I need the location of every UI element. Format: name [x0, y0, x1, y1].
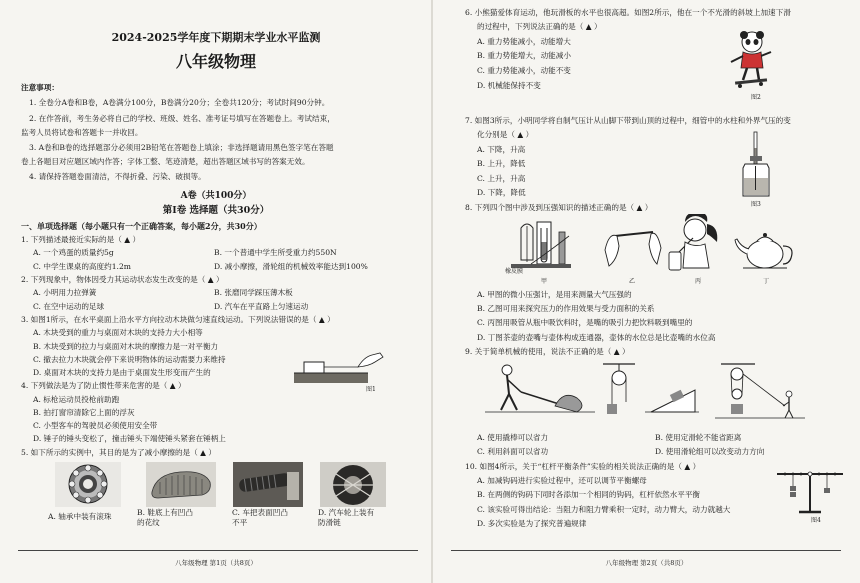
exam-title: 2024-2025学年度下期期末学业水平监测: [111, 31, 321, 44]
question-stem: 6. 小熊猫爱体育运动，他玩滑板的水平也很高超。如图2所示，他在一个不光滑的斜坡上加速下滑: [465, 8, 791, 17]
option: A. 标枪运动员投枪前助跑: [33, 395, 120, 404]
option: D. 多次实验是为了探究普遍规律: [477, 519, 587, 528]
question-stem: 4. 下列做法是为了防止惯性带来危害的是（ ▲ ）: [21, 381, 186, 390]
option: D. 汽车轮上装有 防滑链: [318, 508, 375, 527]
question-stem: 3. 如图1所示，在水平桌面上沿水平方向拉动木块做匀速直线运动。下列说法错误的是（ ▲ ）: [21, 315, 335, 324]
question-stem: 9. 关于简单机械的使用，说法不正确的是（ ▲ ）: [465, 347, 630, 356]
footer-rule: [451, 550, 841, 551]
fig-bing-drinking-straw: [667, 214, 727, 274]
option: C. 中学生课桌的高度约1.2m: [33, 262, 131, 271]
option: D. 使用滑轮组可以改变动力方向: [655, 447, 765, 456]
fig-ding-teapot: [733, 224, 797, 274]
part-one-title: 第Ⅰ卷 选择题（共30分）: [162, 205, 270, 216]
note-line: 1. 全卷分A卷和B卷，A卷满分100分，B卷满分20分；全卷共120分；考试时间90分钟。: [29, 98, 330, 107]
footer-rule: [18, 550, 418, 551]
fig4-caption: 图4: [811, 517, 821, 524]
option: D. 汽车在平直路上匀速运动: [214, 302, 309, 311]
page-footer: 八年级物理 第1页（共8页）: [175, 559, 257, 567]
option: D. 减小摩擦，滑轮组的机械效率能达到100%: [214, 262, 368, 271]
fig2-caption: 图2: [751, 94, 761, 101]
mc-heading: 一、单项选择题（每小题只有一个正确答案，每小题2分，共30分）: [21, 221, 262, 231]
fig-jia-label: 甲: [541, 278, 548, 285]
option: B. 鞋底上有凹凸 的花纹: [137, 508, 193, 527]
option: C. 在空中运动的足球: [33, 302, 105, 311]
shoe-sole-image: [146, 462, 216, 507]
fig-yi-label: 乙: [629, 278, 636, 285]
option: C. 该实验可得出结论：当阻力和阻力臂乘积一定时，动力臂大，动力就越大: [477, 505, 731, 514]
note-line: 卷上各题目对应题区域内作答；字体工整、笔迹清楚，超出答题区域书写的答案无效。: [21, 157, 310, 166]
fig-ding-label: 丁: [763, 278, 770, 285]
fig1-caption: 图1: [366, 386, 376, 393]
option: C. 丙图用吸管从瓶中吸饮料时，是嘴的吸引力把饮料吸到嘴里的: [477, 318, 693, 327]
option: A. 使用撬棒可以省力: [477, 433, 549, 442]
option: A. 小明用力拉弹簧: [33, 288, 97, 297]
option: C. 重力势能减小，动能不变: [477, 66, 571, 75]
fig3-caption: 图3: [751, 201, 761, 208]
option: A. 甲图的微小压强计，是用来测量大气压强的: [477, 290, 632, 299]
bearing-image: [55, 462, 121, 507]
question-stem: 7. 如图3所示，小明同学将自制气压计从山脚下带到山顶的过程中，细管中的水柱和外界气压的变: [465, 116, 791, 125]
note-line: 监考人员将试卷和答题卡一并收回。: [21, 128, 143, 137]
question-stem: 2. 下列现象中，物体因受力其运动状态发生改变的是（ ▲ ）: [21, 275, 224, 284]
fig-bing-label: 丙: [695, 278, 702, 285]
option: A. 加减钩码进行实验过程中，还可以调节平衡螺母: [477, 476, 647, 485]
option: A. 木块受到的重力与桌面对木块的支持力大小相等: [33, 328, 203, 337]
fig2-skateboard-panda: [725, 28, 775, 94]
fig-yi-pencil-fingers: [601, 220, 665, 274]
subject-title: 八年级物理: [175, 52, 256, 71]
page-footer: 八年级物理 第2页（共8页）: [605, 559, 688, 567]
section-a-title: A卷（共100分）: [180, 191, 252, 201]
note-line: 4. 请保持答题卷面清洁，不得折叠、污染、破损等。: [29, 172, 206, 181]
rubber-film-label: 橡皮膜: [505, 268, 524, 275]
option: C. 车把表面凹凸 不平: [232, 508, 288, 527]
option: A. 轴承中装有滚珠: [48, 512, 112, 521]
fig1-block-pull-illustration: [292, 345, 392, 395]
option: B. 张磨同学踩压薄木板: [214, 288, 293, 297]
option: B. 在两侧的钩码下同时各添加一个相同的钩码，杠杆依然水平平衡: [477, 490, 701, 499]
option: B. 上升，降低: [477, 159, 526, 168]
option: B. 乙图可用来探究压力的作用效果与受力面积的关系: [477, 304, 655, 313]
note-line: 2. 在作答前，考生务必将自己的学校、班级、姓名、准考证号填写在答题卷上。考试结束，: [29, 114, 335, 123]
fig4-lever-balance: [773, 460, 847, 520]
option: C. 撤去拉力木块就会停下来说明物体的运动需要力来维持: [33, 355, 226, 364]
option: C. 上升，升高: [477, 174, 526, 183]
option: C. 利用斜面可以省功: [477, 447, 549, 456]
bike-handle-image: [233, 462, 303, 507]
fig-simple-machines: [485, 362, 821, 426]
fig-jia-pressure-gauge: [511, 218, 595, 274]
option: A. 重力势能减小，动能增大: [477, 37, 571, 46]
option: D. 机械能保持不变: [477, 81, 541, 90]
option: A. 下降，升高: [477, 145, 526, 154]
option: D. 锤子的锤头变松了，撞击锤头下端使锤头紧套在锤柄上: [33, 434, 226, 443]
option: B. 拍打窗帘清除它上面的浮灰: [33, 408, 135, 417]
option: C. 小型客车的驾驶员必须使用安全带: [33, 421, 158, 430]
fig3-barometer-bottle: [739, 130, 773, 200]
question-stem: 1. 下列描述最接近实际的是（ ▲ ）: [21, 235, 141, 244]
note-line: 3. A卷和B卷的选择题部分必须用2B铅笔在答题卷上填涂；非选择题请用黑色签字笔在答题: [29, 143, 334, 152]
option: D. 丁图茶壶的壶嘴与壶体构成连通器，壶体的水位总是比壶嘴的水位高: [477, 333, 716, 342]
tire-chain-image: [320, 462, 386, 507]
option: B. 一个普通中学生所受重力约550N: [214, 248, 337, 257]
option: D. 桌面对木块的支持力是由于桌面发生形变而产生的: [33, 368, 211, 377]
option: D. 下降，降低: [477, 188, 526, 197]
option: A. 一个鸡蛋的质量约5g: [33, 248, 114, 257]
question-stem-cont: 化分别是（ ▲ ）: [477, 130, 534, 139]
notes-heading: 注意事项：: [21, 83, 59, 92]
option: B. 重力势能增大，动能减小: [477, 51, 571, 60]
option: B. 使用定滑轮不能省距离: [655, 433, 742, 442]
question-stem-cont: 的过程中，下列说法正确的是（ ▲ ）: [477, 22, 602, 31]
question-stem: 5. 如下所示的实例中，其目的是为了减小摩擦的是（ ▲ ）: [21, 448, 216, 457]
option: B. 木块受到的拉力与桌面对木块的摩擦力是一对平衡力: [33, 342, 219, 351]
question-stem: 10. 如图4所示，关于“杠杆平衡条件”实验的相关说法正确的是（ ▲ ）: [465, 462, 701, 471]
question-stem: 8. 下列四个图中涉及到压强知识的描述正确的是（ ▲ ）: [465, 203, 653, 212]
page-2: [433, 0, 860, 583]
